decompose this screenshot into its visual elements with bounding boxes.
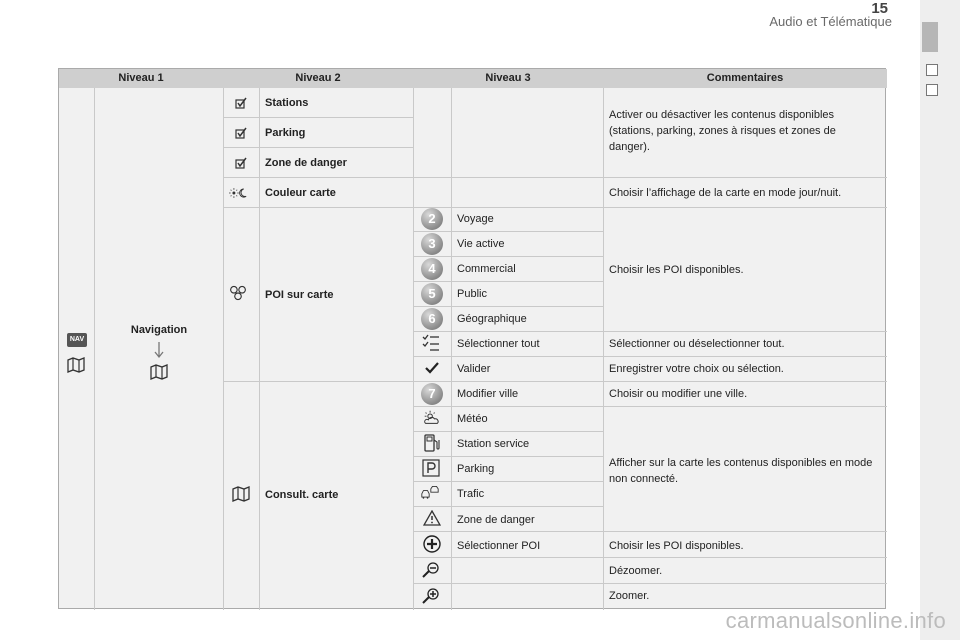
step-badge-4: 4 xyxy=(421,258,443,280)
zoom-out-icon xyxy=(422,561,440,579)
comment-ville: Choisir ou modifier une ville. xyxy=(609,388,748,400)
divider xyxy=(223,88,224,610)
commercial-label: Commercial xyxy=(457,263,516,275)
comment-dezoomer: Dézoomer. xyxy=(609,565,663,577)
navigation-label: Navigation xyxy=(130,324,188,336)
page-number: 15 xyxy=(871,0,888,17)
comment-poi-2: Choisir les POI disponibles. xyxy=(609,540,744,552)
poi-sur-carte-label: POI sur carte xyxy=(265,289,334,301)
add-poi-icon xyxy=(423,535,441,553)
divider xyxy=(413,431,603,432)
divider xyxy=(413,306,603,307)
day-night-icon xyxy=(229,184,247,202)
step-badge-2: 2 xyxy=(421,208,443,230)
public-label: Public xyxy=(457,288,487,300)
divider xyxy=(413,231,603,232)
step-badge-3: 3 xyxy=(421,233,443,255)
divider xyxy=(223,381,887,382)
side-tab xyxy=(926,84,938,96)
divider xyxy=(413,583,887,584)
divider xyxy=(413,356,887,357)
divider xyxy=(413,506,603,507)
column-header-niveau-1: Niveau 1 xyxy=(59,69,223,88)
checkbox-icon xyxy=(232,154,250,172)
watermark: carmanualsonline.info xyxy=(725,608,946,633)
step-badge-5: 5 xyxy=(421,283,443,305)
comment-poi: Choisir les POI disponibles. xyxy=(609,264,744,276)
divider xyxy=(413,481,603,482)
select-all-icon xyxy=(422,334,440,352)
checkbox-icon xyxy=(232,124,250,142)
zone-danger-level3-label: Zone de danger xyxy=(457,514,535,526)
divider xyxy=(413,281,603,282)
zoom-in-icon xyxy=(422,587,440,605)
couleur-carte-label: Couleur carte xyxy=(265,187,336,199)
side-tab xyxy=(926,64,938,76)
comment-selectionner: Sélectionner ou déselectionner tout. xyxy=(609,338,785,350)
geographique-label: Géographique xyxy=(457,313,527,325)
section-title: Audio et Télématique xyxy=(769,14,892,29)
weather-icon xyxy=(422,409,440,427)
map-icon xyxy=(150,363,168,381)
comment-activer: Activer ou désactiver les contenus disponibles (stations, parking, zones à risques et zones de danger). xyxy=(609,109,836,153)
fuel-pump-icon xyxy=(423,434,441,452)
step-badge-6: 6 xyxy=(421,308,443,330)
voyage-label: Voyage xyxy=(457,213,494,225)
divider xyxy=(223,207,887,208)
selectionner-tout-label: Sélectionner tout xyxy=(457,338,540,350)
traffic-icon xyxy=(421,484,439,502)
warning-icon xyxy=(423,509,441,527)
meteo-label: Météo xyxy=(457,413,488,425)
divider xyxy=(413,406,887,407)
divider xyxy=(413,331,887,332)
side-tab-active xyxy=(922,22,938,52)
divider xyxy=(223,147,413,148)
vie-active-label: Vie active xyxy=(457,238,505,250)
comment-zoomer: Zoomer. xyxy=(609,590,650,602)
column-header-niveau-2: Niveau 2 xyxy=(223,69,413,88)
selectionner-poi-label: Sélectionner POI xyxy=(457,540,541,552)
consult-carte-label: Consult. carte xyxy=(265,489,339,501)
parking-icon xyxy=(422,459,440,477)
arrow-down-icon xyxy=(150,341,168,359)
trafic-label: Trafic xyxy=(457,488,485,500)
zone-danger-label: Zone de danger xyxy=(265,157,347,169)
comment-afficher: Afficher sur la carte les contenus disponibles en mode non connecté. xyxy=(609,457,873,485)
parking-label: Parking xyxy=(265,127,306,139)
poi-icon xyxy=(229,284,247,302)
comment-couleur: Choisir l’affichage de la carte en mode jour/nuit. xyxy=(609,187,842,199)
divider xyxy=(94,88,95,610)
step-badge-7: 7 xyxy=(421,383,443,405)
valider-label: Valider xyxy=(457,363,491,375)
divider xyxy=(413,557,887,558)
divider xyxy=(223,117,413,118)
map-icon xyxy=(232,485,250,503)
modifier-ville-label: Modifier ville xyxy=(457,388,519,400)
menu-table xyxy=(58,68,886,609)
side-band xyxy=(920,0,960,640)
divider xyxy=(413,456,603,457)
column-header-niveau-3: Niveau 3 xyxy=(413,69,603,88)
divider xyxy=(413,256,603,257)
divider xyxy=(223,177,887,178)
checkbox-icon xyxy=(232,94,250,112)
parking-level3-label: Parking xyxy=(457,463,495,475)
nav-badge: NAV xyxy=(67,333,87,347)
column-header-commentaires: Commentaires xyxy=(603,69,887,88)
check-icon xyxy=(423,359,441,377)
map-icon xyxy=(67,356,85,374)
stations-label: Stations xyxy=(265,97,309,109)
divider xyxy=(413,531,887,532)
station-service-label: Station service xyxy=(457,438,530,450)
comment-enregistrer: Enregistrer votre choix ou sélection. xyxy=(609,363,784,375)
divider xyxy=(259,88,260,610)
